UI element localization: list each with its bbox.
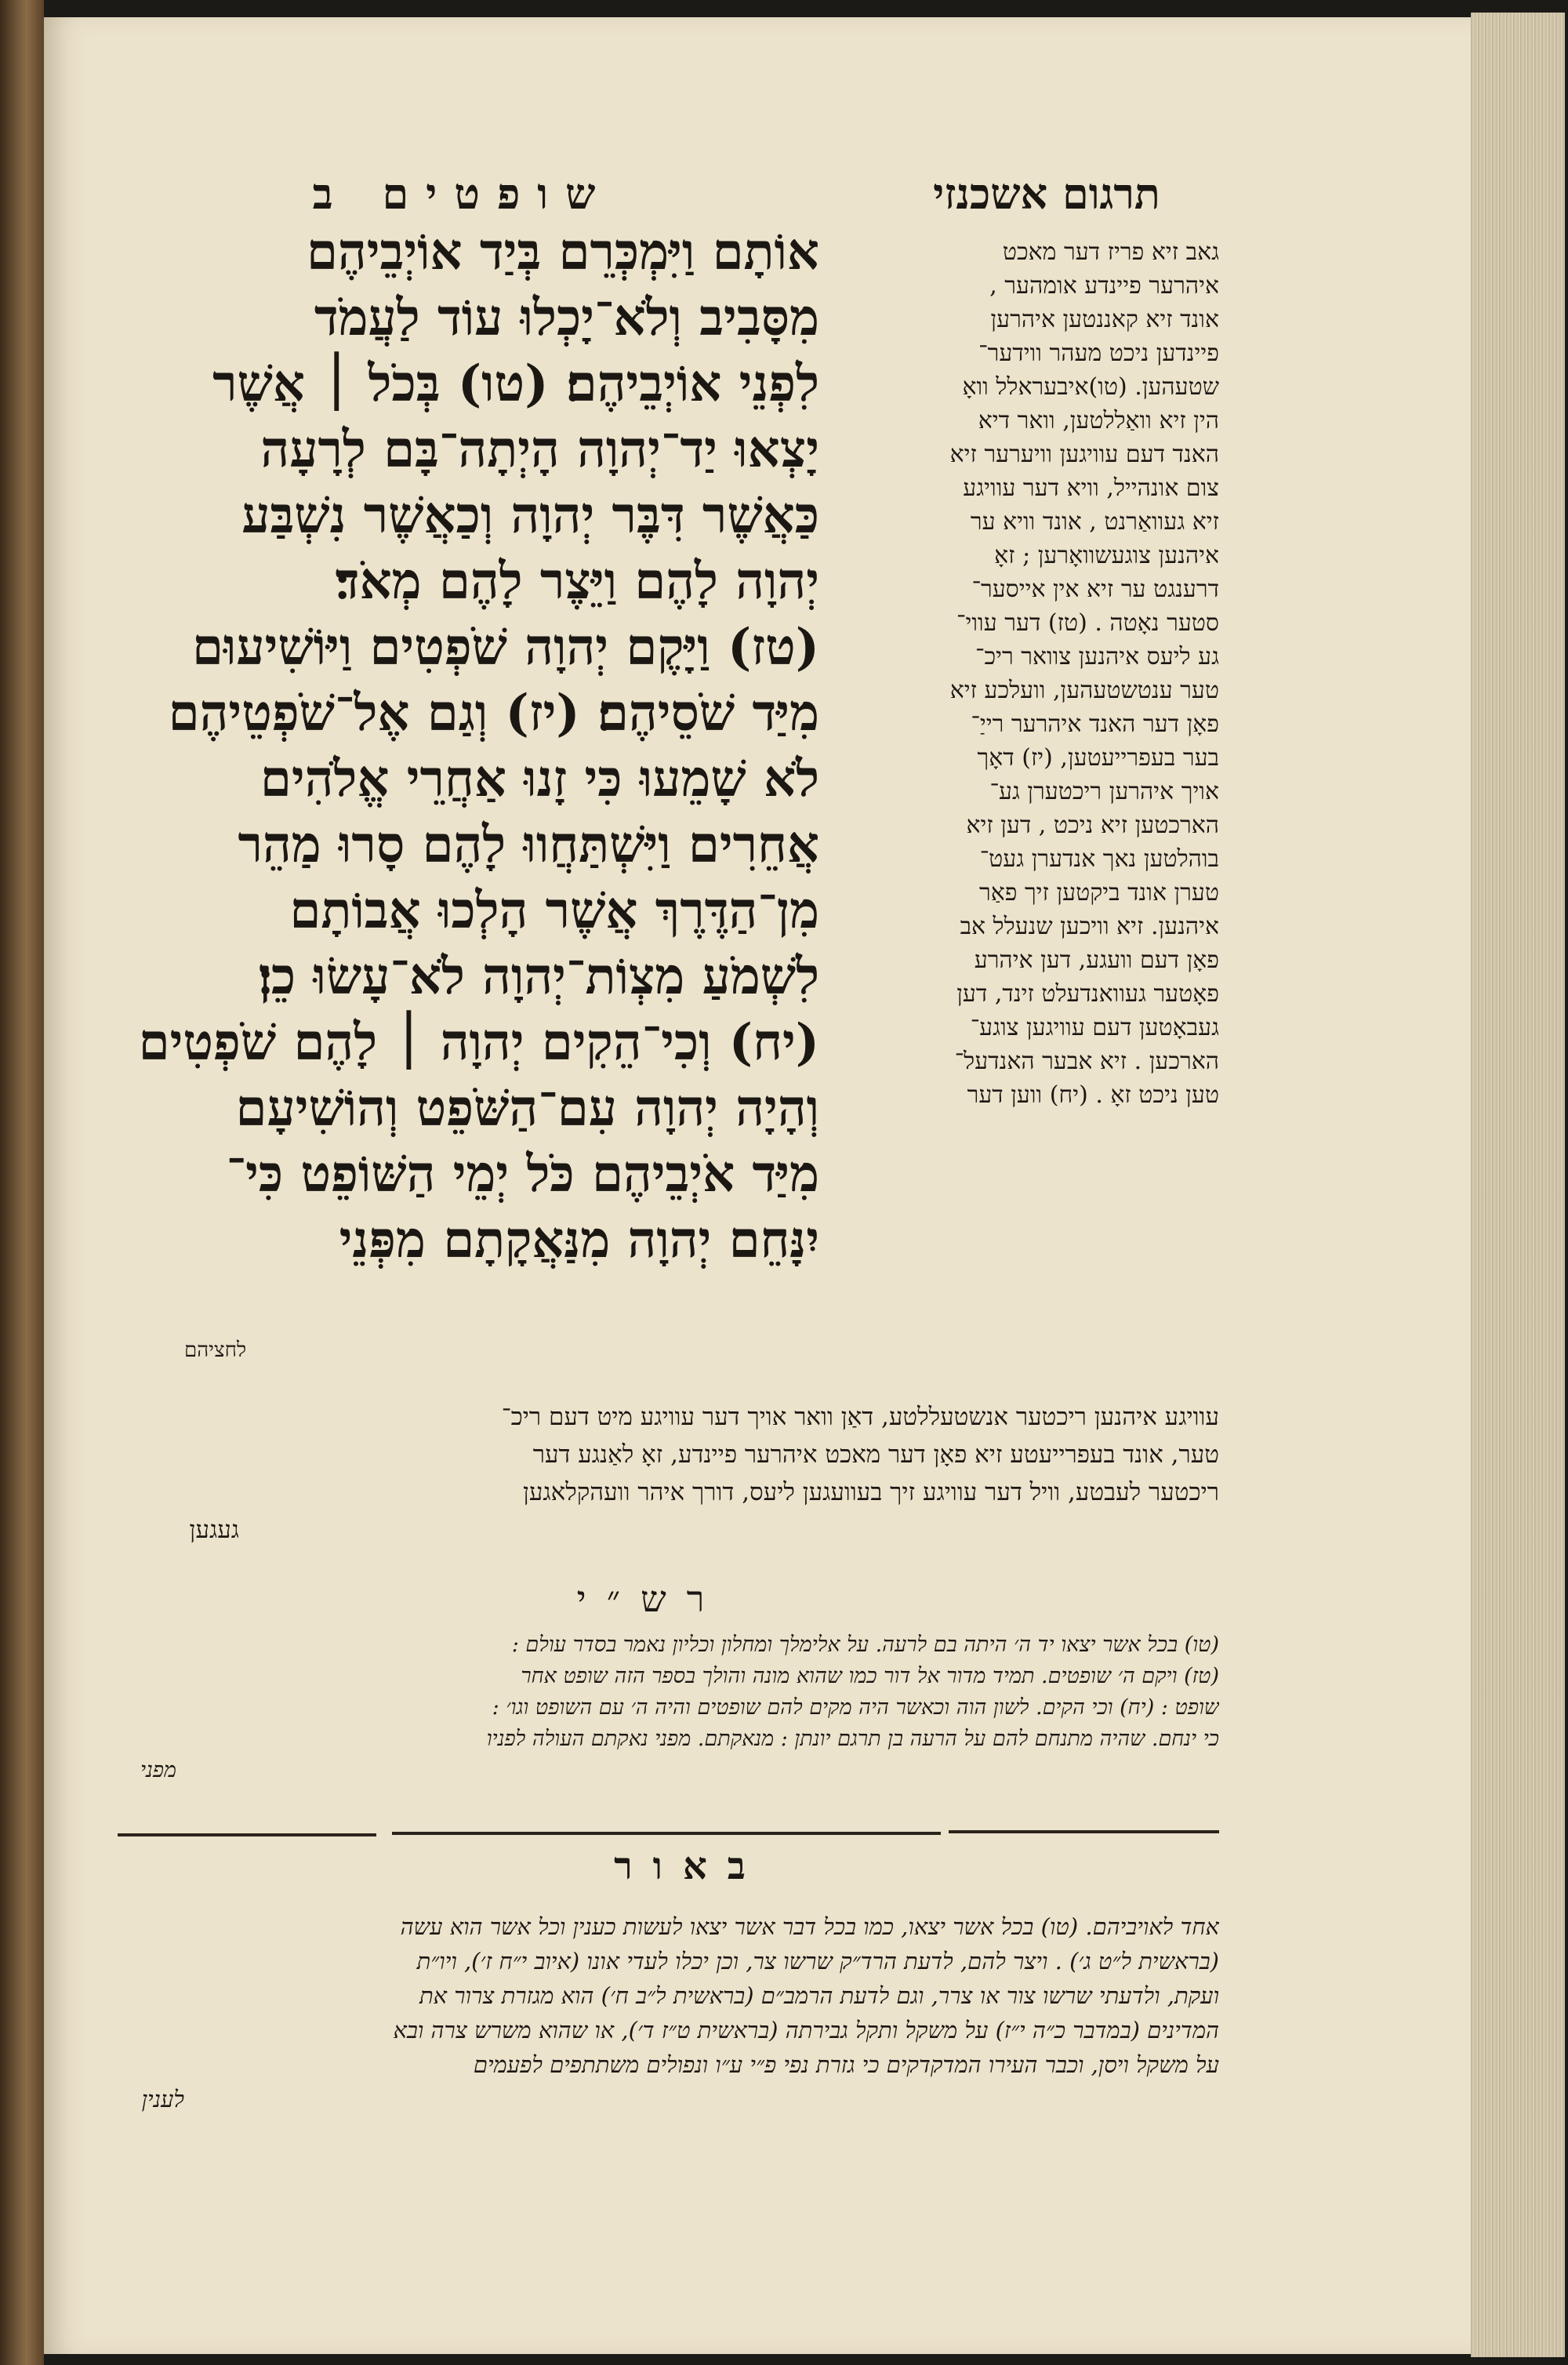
translation-continuation xyxy=(98,1398,1219,1549)
yiddish-line: הין זיא וואַללטען, וואר דיא xyxy=(978,407,1219,434)
rashi-line: כי ינחם. שהיה מתנחם להם על הרעה בן תרגם יונתן : מנאקתם. מפני נאקתם העולה לפניו xyxy=(486,1727,1219,1751)
running-header-left: שופטים ב xyxy=(312,169,613,219)
yiddish-line: בער בעפרייעטען, (יז) דאָך xyxy=(977,744,1219,772)
book-spine-edge xyxy=(0,0,44,2365)
yiddish-line: שטעהען. (טו)איבעראלל וואָ xyxy=(962,373,1219,401)
yiddish-line: איהרער פיינדע אומהער , xyxy=(989,272,1219,300)
yiddish-line: איהנען צוגעשוואָרען ; זאָ xyxy=(994,542,1219,569)
beur-line: ועקת, ולדעתי שרשו צור או צרר, וגם לדעת הרמב״ם (בראשית ל״ב ח׳) הוא מגזרת צרור את xyxy=(419,1982,1219,2009)
hebrew-line: כַּאֲשֶׁר דִּבֶּר יְהוָה וְכַאֲשֶׁר נִשְׁבַּע xyxy=(241,486,819,545)
yiddish-line: איהנען. זיא וויכען שנעלל אב xyxy=(960,913,1219,940)
beur-line: המדינים (במדבר כ״ה י״ז) על משקל ותקל גבירתה (בראשית ט״ז ד׳), או שהוא משרש צרה ובא xyxy=(393,2017,1219,2043)
rashi-heading: רש״י xyxy=(576,1578,725,1620)
hebrew-line: (יח) וְכִי־הֵקִים יְהוָה ׀ לָהֶם שֹׁפְטִים xyxy=(138,1013,819,1072)
yiddish-line: דרענגט ער זיא אין אייסער־ xyxy=(971,576,1219,603)
yiddish-line: פאָן דעם וועגע, דען איהרע xyxy=(974,946,1219,974)
yiddish-line: גאב זיא פריז דער מאכט xyxy=(1002,238,1219,266)
yiddish-line: בוהלטען נאך אנדערן געט־ xyxy=(979,845,1219,873)
continuation-line: טער, אונד בעפרייעטע זיא פאָן דער מאכט איהרער פיינדע, זאָ לאַנגע דער xyxy=(532,1440,1219,1469)
hebrew-line: מִן־הַדֶּרֶךְ אֲשֶׁר הָלְכוּ אֲבוֹתָם xyxy=(289,881,819,940)
section-divider-rule xyxy=(949,1830,1219,1833)
rashi-line: שופט : (יח) וכי הקים. לשון הוה וכאשר היה מקים להם שופטים והיה ה׳ עם השופט וגו׳ : xyxy=(492,1695,1219,1720)
page-stack-edge xyxy=(1471,13,1565,2357)
hebrew-line: לִשְׁמֹעַ מִצְוֹת־יְהוָה לֹא־עָשׂוּ כֵן׃ xyxy=(258,947,819,1006)
yiddish-line: גע ליעס איהנען צוואר ריכ־ xyxy=(975,643,1219,670)
yiddish-line: הארכטען זיא ניכט , דען זיא xyxy=(966,812,1219,839)
rashi-line: מפני xyxy=(140,1758,176,1782)
yiddish-line: האנד דעם עוויגען וויערער זיא xyxy=(949,441,1219,468)
hebrew-line: מִיַּד שֹׁסֵיהֶם׃ (יז) וְגַם אֶל־שֹׁפְטֵיהֶם xyxy=(168,684,819,743)
yiddish-line: געבאָטען דעם עוויגען צוגע־ xyxy=(970,1014,1219,1041)
beur-line: אחד לאויביהם. (טו) בכל אשר יצאו, כמו בכל דבר אשר יצאו לעשות כענין וכל אשר הוא עשה xyxy=(400,1913,1219,1940)
yiddish-line: סטער נאָטה . (טז) דער עווי־ xyxy=(956,609,1219,637)
hebrew-line: וְהָיָה יְהוָה עִם־הַשֹּׁפֵט וְהוֹשִׁיעָם xyxy=(235,1079,819,1138)
continuation-line: געגען xyxy=(189,1516,239,1544)
hebrew-line: מִסָּבִיב וְלֹא־יָכְלוּ עוֹד לַעֲמֹד xyxy=(314,289,819,347)
rashi-line: (טו) בכל אשר יצאו יד ה׳ היתה בם לרעה. על אלימלך ומחלון וכליון נאמר בסדר עולם : xyxy=(511,1633,1219,1657)
rashi-line: (טז) ויקם ה׳ שופטים. תמיד מדור אל דור כמו שהוא מונה והולך בספר הזה שופט אחר xyxy=(521,1664,1219,1688)
hebrew-text-column xyxy=(98,220,819,1273)
hebrew-line: אוֹתָם וַיִּמְכְּרֵם בְּיַד אוֹיְבֵיהֶם xyxy=(306,223,819,282)
yiddish-translation-column xyxy=(851,235,1219,1112)
beur-commentary xyxy=(98,1909,1219,2116)
rashi-commentary xyxy=(98,1629,1219,1786)
beur-line: לענין xyxy=(141,2086,184,2113)
yiddish-line: הארכען . זיא אבער האנדעל־ xyxy=(954,1048,1219,1075)
beur-line: על משקל ויסן, וכבר העירו המדקדקים כי גזרת נפי פ״י ע״ו ונפולים משתתפים לפעמים xyxy=(473,2051,1219,2078)
continuation-line: ריכטער לעבטע, וויל דער עוויגע זיך בעוועגען ליעס, דורך איהר וועהקלאגען xyxy=(522,1478,1219,1506)
hebrew-line: לֹא שָׁמֵעוּ כִּי זָנוּ אַחֲרֵי אֱלֹהִים xyxy=(260,750,819,808)
continuation-line: עוויגע איהנען ריכטער אנשטעללטע, דאַן וואר אויך דער עוויגע מיט דעם ריכ־ xyxy=(501,1403,1219,1431)
yiddish-line: טער ענטשטעהען, וועלכע זיא xyxy=(949,677,1219,704)
yiddish-line: אויך איהרען ריכטערן גע־ xyxy=(989,778,1219,805)
yiddish-line: צום אונהייל, וויא דער עוויגע xyxy=(963,474,1219,502)
yiddish-line: טערן אונד ביקטען זיך פאַר xyxy=(978,879,1219,906)
yiddish-line: פיינדען ניכט מעהר ווידער־ xyxy=(978,340,1219,367)
hebrew-line: יִנָּחֵם יְהוָה מִנַּאֲקָתָם מִפְּנֵי xyxy=(339,1211,819,1270)
section-divider-rule xyxy=(118,1833,376,1836)
beur-line: (בראשית ל״ט ג׳) . ויצר להם, לדעת הרד״ק שרשו צר, וכן יכלו לעדי אונו (איוב י״ח ז׳), ויו״ת xyxy=(416,1948,1219,1974)
beur-heading: באור xyxy=(614,1844,766,1888)
hebrew-line: אֲחֵרִים וַיִּשְׁתַּחֲווּ לָהֶם סָרוּ מַהֵר xyxy=(238,816,819,874)
hebrew-line: מִיַּד אֹיְבֵיהֶם כֹּל יְמֵי הַשּׁוֹפֵט כִּי־ xyxy=(226,1145,819,1204)
yiddish-line: אונד זיא קאננטען איהרען xyxy=(990,306,1219,333)
hebrew-line: (טז) וַיָּקֶם יְהוָה שֹׁפְטִים וַיּוֹשִׁיעוּם xyxy=(192,618,819,677)
running-header-right: תרגום אשכנזי xyxy=(933,169,1160,219)
marginal-catchword: לחציהם xyxy=(184,1339,247,1362)
yiddish-line: פאָן דער האנד איהרער רייַ־ xyxy=(971,710,1219,738)
hebrew-line: יְהוָה לָהֶם וַיֵּצֶר לָהֶם מְאֹד׃ xyxy=(335,552,819,611)
yiddish-line: פאָטער געוואנדעלט זינד, דען xyxy=(956,980,1219,1008)
yiddish-line: זיא געוואַרנט , אונד וויא ער xyxy=(970,508,1219,536)
hebrew-line: יָצְאוּ יַד־יְהוָה הָיְתָה־בָּם לְרָעָה xyxy=(260,420,819,479)
yiddish-line: טען ניכט זאָ . (יח) ווען דער xyxy=(967,1081,1219,1109)
section-divider-rule xyxy=(392,1832,941,1835)
hebrew-line: לִפְנֵי אוֹיְבֵיהֶם׃ (טו) בְּכֹל ׀ אֲשֶׁר xyxy=(212,354,819,413)
